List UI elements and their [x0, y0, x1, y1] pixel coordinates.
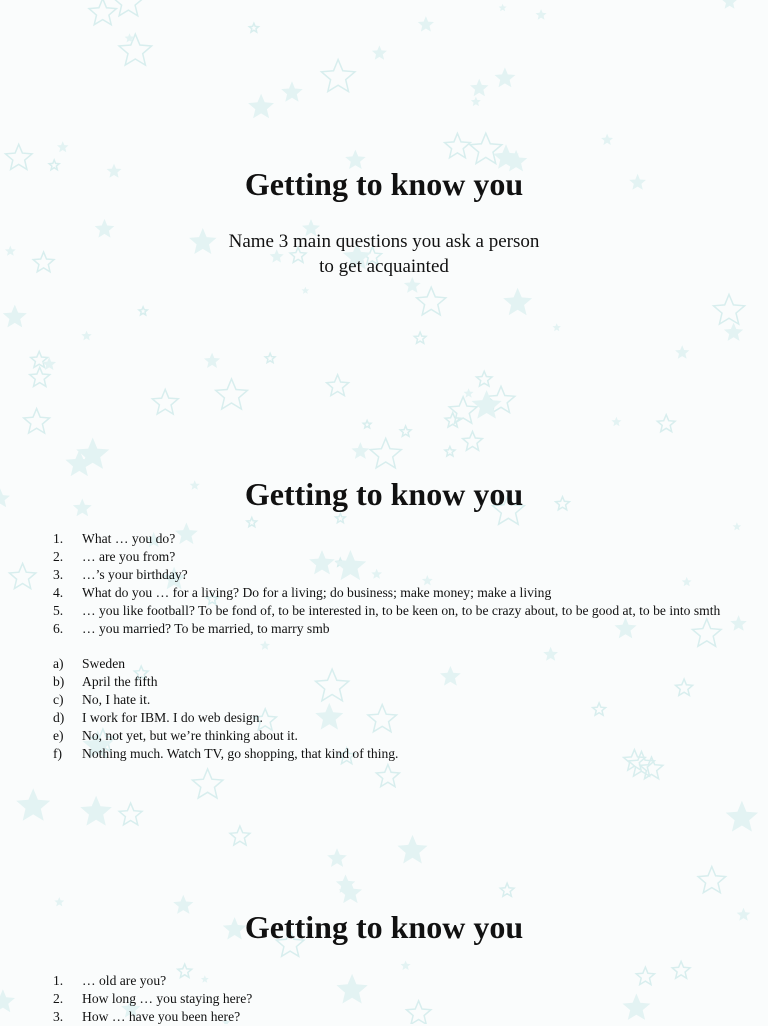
- list-item: [0, 745, 722, 763]
- item-number: 5.: [53, 603, 64, 618]
- star-shape: [370, 438, 401, 468]
- item-number: 3.: [53, 1009, 64, 1024]
- slide-1-title: Getting to know you: [244, 166, 524, 202]
- prompt-line-1: Name 3 main questions you ask a person: [228, 231, 540, 252]
- star-shape: [89, 0, 116, 25]
- item-text: … old are you?: [82, 973, 167, 988]
- star-shape: [500, 883, 514, 896]
- star-shape: [612, 417, 622, 426]
- outline-stars: [6, 0, 745, 1024]
- star-shape: [302, 287, 310, 294]
- list-item: [0, 1008, 722, 1026]
- item-number: 1.: [53, 531, 64, 546]
- star-shape: [247, 518, 257, 527]
- star-shape: [192, 769, 223, 798]
- item-letter: b): [53, 674, 65, 689]
- star-shape: [714, 295, 745, 325]
- star-shape: [230, 826, 250, 845]
- star-shape: [3, 305, 27, 328]
- star-shape: [281, 81, 303, 101]
- item-text: … you like football? To be fond of, to be interested in, to be keen on, to be crazy about, to be good at, to be into smth: [82, 603, 721, 618]
- list-item: [0, 602, 722, 620]
- star-shape: [730, 615, 747, 631]
- item-letter: c): [53, 692, 64, 707]
- item-number: 4.: [53, 585, 64, 600]
- star-shape: [698, 867, 726, 893]
- item-text: I work for IBM. I do web design.: [82, 710, 263, 725]
- star-shape: [601, 134, 613, 145]
- star-shape: [733, 522, 742, 530]
- list-item: [0, 620, 722, 638]
- item-text: No, I hate it.: [82, 692, 151, 707]
- item-text: April the fifth: [82, 674, 158, 689]
- item-letter: a): [53, 656, 64, 671]
- item-letter: e): [53, 728, 64, 743]
- star-shape: [724, 323, 743, 341]
- item-text: … you married? To be married, to marry smb: [82, 621, 330, 636]
- list-item: [0, 972, 722, 990]
- star-shape: [471, 97, 481, 107]
- prompt-line-2: to get acquainted: [319, 256, 449, 277]
- star-shape: [352, 442, 370, 459]
- star-shape: [248, 94, 274, 119]
- item-text: No, not yet, but we’re thinking about it.: [82, 728, 298, 743]
- item-text: What … you do?: [82, 531, 176, 546]
- slide-2-title: Getting to know you: [244, 476, 524, 512]
- slide-2-question-list: [0, 530, 722, 763]
- star-shape: [414, 332, 426, 343]
- star-shape: [398, 835, 428, 864]
- item-text: … are you from?: [82, 549, 176, 564]
- star-shape: [31, 351, 48, 367]
- star-shape: [80, 796, 112, 826]
- slide-3-title: Getting to know you: [244, 909, 524, 945]
- star-shape: [81, 331, 91, 341]
- star-shape: [464, 388, 474, 398]
- item-text: …’s your birthday?: [82, 567, 188, 582]
- star-shape: [336, 513, 346, 522]
- star-shape: [113, 0, 143, 16]
- star-shape: [463, 431, 483, 450]
- star-shape: [24, 409, 50, 434]
- star-shape: [722, 0, 738, 9]
- star-shape: [249, 23, 258, 32]
- slide-1-prompt: [0, 229, 768, 279]
- list-item: [0, 691, 722, 709]
- list-item: [0, 584, 722, 602]
- star-shape: [372, 45, 387, 59]
- list-spacer: [0, 638, 722, 655]
- list-item: [0, 990, 722, 1008]
- item-text: What do you … for a living? Do for a living; do business; make money; make a living: [82, 585, 552, 600]
- star-shape: [445, 413, 460, 427]
- star-shape: [404, 277, 421, 293]
- item-number: 3.: [53, 567, 64, 582]
- list-item: [0, 727, 722, 745]
- star-shape: [265, 353, 275, 362]
- star-shape: [449, 397, 477, 423]
- star-shape: [54, 897, 64, 906]
- star-shape: [675, 345, 689, 359]
- list-item: [0, 566, 722, 584]
- star-shape: [553, 323, 561, 331]
- item-text: Sweden: [82, 656, 126, 671]
- star-shape: [119, 34, 152, 65]
- star-shape: [327, 375, 349, 396]
- star-shape: [418, 16, 434, 32]
- star-shape: [470, 133, 502, 163]
- star-shape: [16, 788, 50, 820]
- star-shape: [495, 67, 516, 87]
- star-shape: [119, 803, 142, 825]
- star-shape: [499, 4, 507, 12]
- item-number: 1.: [53, 973, 64, 988]
- list-item: [0, 530, 722, 548]
- item-text: How long … you staying here?: [82, 991, 253, 1006]
- star-shape: [401, 961, 411, 971]
- list-item: [0, 709, 722, 727]
- star-shape: [57, 141, 69, 152]
- star-shape: [363, 421, 371, 428]
- star-shape: [152, 389, 178, 414]
- star-shape: [470, 79, 488, 96]
- star-shape: [327, 848, 347, 867]
- star-shape: [726, 801, 758, 832]
- star-shape: [216, 379, 248, 409]
- star-shape: [657, 415, 675, 432]
- slide-3-question-list: [0, 972, 722, 1026]
- item-text: Nothing much. Watch TV, go shopping, that kind of thing.: [82, 746, 399, 761]
- star-shape: [417, 287, 446, 315]
- item-number: 6.: [53, 621, 64, 636]
- star-shape: [321, 60, 355, 92]
- star-shape: [139, 307, 147, 315]
- star-shape: [445, 447, 455, 457]
- star-shape: [536, 9, 547, 20]
- star-shape: [503, 288, 532, 315]
- item-letter: d): [53, 710, 65, 725]
- star-shape: [400, 426, 411, 436]
- item-number: 2.: [53, 991, 64, 1006]
- list-item: [0, 673, 722, 691]
- star-shape: [445, 133, 471, 158]
- star-shape: [30, 367, 50, 386]
- star-shape: [476, 371, 492, 386]
- star-shape: [204, 353, 220, 368]
- item-number: 2.: [53, 549, 64, 564]
- item-text: How … have you been here?: [82, 1009, 241, 1024]
- list-item: [0, 655, 722, 673]
- star-shape: [376, 765, 399, 787]
- list-item: [0, 548, 722, 566]
- item-letter: f): [53, 746, 63, 761]
